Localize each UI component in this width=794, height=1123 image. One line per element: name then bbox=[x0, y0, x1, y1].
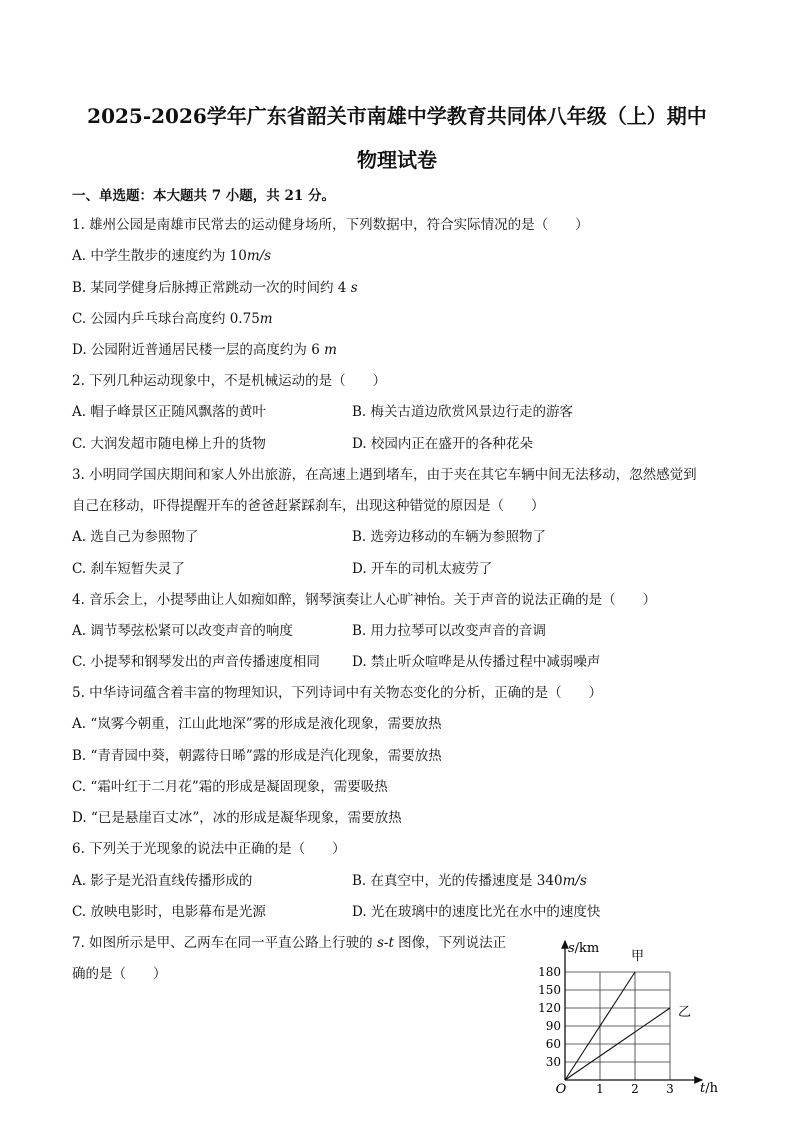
question-2-option-d: D. 校园内正在盛开的各种花朵 bbox=[352, 436, 533, 452]
question-5-option-d: D. “已是悬崖百丈冰”，冰的形成是凝华现象，需要放热 bbox=[72, 810, 402, 826]
question-1-option-a: A. 中学生散步的速度约为 10m/s bbox=[72, 248, 272, 264]
question-6-stem: 6. 下列关于光现象的说法中正确的是（ ） bbox=[72, 841, 346, 857]
y-tick-label: 120 bbox=[538, 1001, 561, 1015]
question-1-stem: 1. 雄州公园是南雄市民常去的运动健身场所，下列数据中，符合实际情况的是（ ） bbox=[72, 217, 589, 233]
y-tick-label: 180 bbox=[538, 965, 561, 979]
y-tick-label: 150 bbox=[538, 983, 561, 997]
y-tick-label: 30 bbox=[545, 1055, 561, 1069]
y-tick-label: 90 bbox=[545, 1019, 561, 1033]
question-6-option-b: B. 在真空中，光的传播速度是 340m/s bbox=[352, 873, 587, 889]
question-2-option-a: A. 帽子峰景区正随风飘落的黄叶 bbox=[72, 404, 266, 420]
section-heading: 一、单选题：本大题共 7 小题，共 21 分。 bbox=[72, 188, 335, 204]
question-2-option-b: B. 梅关古道边欣赏风景边行走的游客 bbox=[352, 404, 574, 420]
question-2-stem: 2. 下列几种运动现象中，不是机械运动的是（ ） bbox=[72, 373, 387, 389]
question-3-option-a: A. 选自己为参照物了 bbox=[72, 529, 199, 545]
question-6-option-d: D. 光在玻璃中的速度比光在水中的速度快 bbox=[352, 904, 601, 920]
question-5-option-c: C. “霜叶红于二月花”霜的形成是凝固现象，需要吸热 bbox=[72, 779, 388, 795]
question-6-option-c: C. 放映电影时，电影幕布是光源 bbox=[72, 904, 266, 920]
question-3-stem-line2: 自己在移动，吓得提醒开车的爸爸赶紧踩刹车，出现这种错觉的原因是（ ） bbox=[72, 498, 545, 514]
question-5-option-a: A. “岚雾今朝重，江山此地深”雾的形成是液化现象，需要放热 bbox=[72, 716, 442, 732]
question-7-stem-line2: 确的是（ ） bbox=[72, 966, 167, 982]
series-label: 甲 bbox=[631, 949, 645, 964]
question-4-option-a: A. 调节琴弦松紧可以改变声音的响度 bbox=[72, 623, 293, 639]
s-t-graph bbox=[530, 935, 730, 1105]
question-1-option-b: B. 某同学健身后脉搏正常跳动一次的时间约 4 s bbox=[72, 280, 358, 296]
question-7-stem-line1: 7. 如图所示是甲、乙两车在同一平直公路上行驶的 s-t 图像，下列说法正 bbox=[72, 935, 507, 951]
x-tick-label: 2 bbox=[631, 1082, 639, 1096]
question-4-option-b: B. 用力拉琴可以改变声音的音调 bbox=[352, 623, 547, 639]
origin-label: O bbox=[555, 1082, 567, 1097]
question-3-option-d: D. 开车的司机太疲劳了 bbox=[352, 561, 493, 577]
page-subtitle: 物理试卷 bbox=[357, 148, 437, 172]
question-2-option-c: C. 大润发超市随电梯上升的货物 bbox=[72, 436, 266, 452]
question-5-stem: 5. 中华诗词蕴含着丰富的物理知识，下列诗词中有关物态变化的分析，正确的是（ ） bbox=[72, 685, 603, 701]
question-5-option-b: B. “青青园中葵，朝露待日晞”露的形成是汽化现象，需要放热 bbox=[72, 748, 442, 764]
question-4-stem: 4. 音乐会上，小提琴曲让人如痴如醉，钢琴演奏让人心旷神怡。关于声音的说法正确的是（ ） bbox=[72, 592, 657, 608]
x-tick-label: 1 bbox=[596, 1082, 604, 1096]
question-3-stem-line1: 3. 小明同学国庆期间和家人外出旅游，在高速上遇到堵车，由于夹在其它车辆中间无法移动，忽然感觉到 bbox=[72, 467, 697, 483]
question-3-option-c: C. 刹车短暂失灵了 bbox=[72, 561, 185, 577]
y-axis-label: s/km bbox=[568, 941, 600, 956]
y-tick-label: 60 bbox=[545, 1037, 561, 1051]
question-1-option-c: C. 公园内乒乓球台高度约 0.75m bbox=[72, 311, 273, 327]
question-4-option-d: D. 禁止听众喧哗是从传播过程中减弱噪声 bbox=[352, 654, 601, 670]
question-4-option-c: C. 小提琴和钢琴发出的声音传播速度相同 bbox=[72, 654, 320, 670]
x-tick-label: 3 bbox=[666, 1082, 674, 1096]
x-axis-label: t/h bbox=[700, 1081, 718, 1096]
question-3-option-b: B. 选旁边移动的车辆为参照物了 bbox=[352, 529, 547, 545]
question-1-option-d: D. 公园附近普通居民楼一层的高度约为 6 m bbox=[72, 342, 337, 358]
page-title: 2025-2026学年广东省韶关市南雄中学教育共同体八年级（上）期中 bbox=[87, 104, 707, 128]
question-6-option-a: A. 影子是光沿直线传播形成的 bbox=[72, 873, 253, 889]
series-label: 乙 bbox=[678, 1005, 692, 1020]
